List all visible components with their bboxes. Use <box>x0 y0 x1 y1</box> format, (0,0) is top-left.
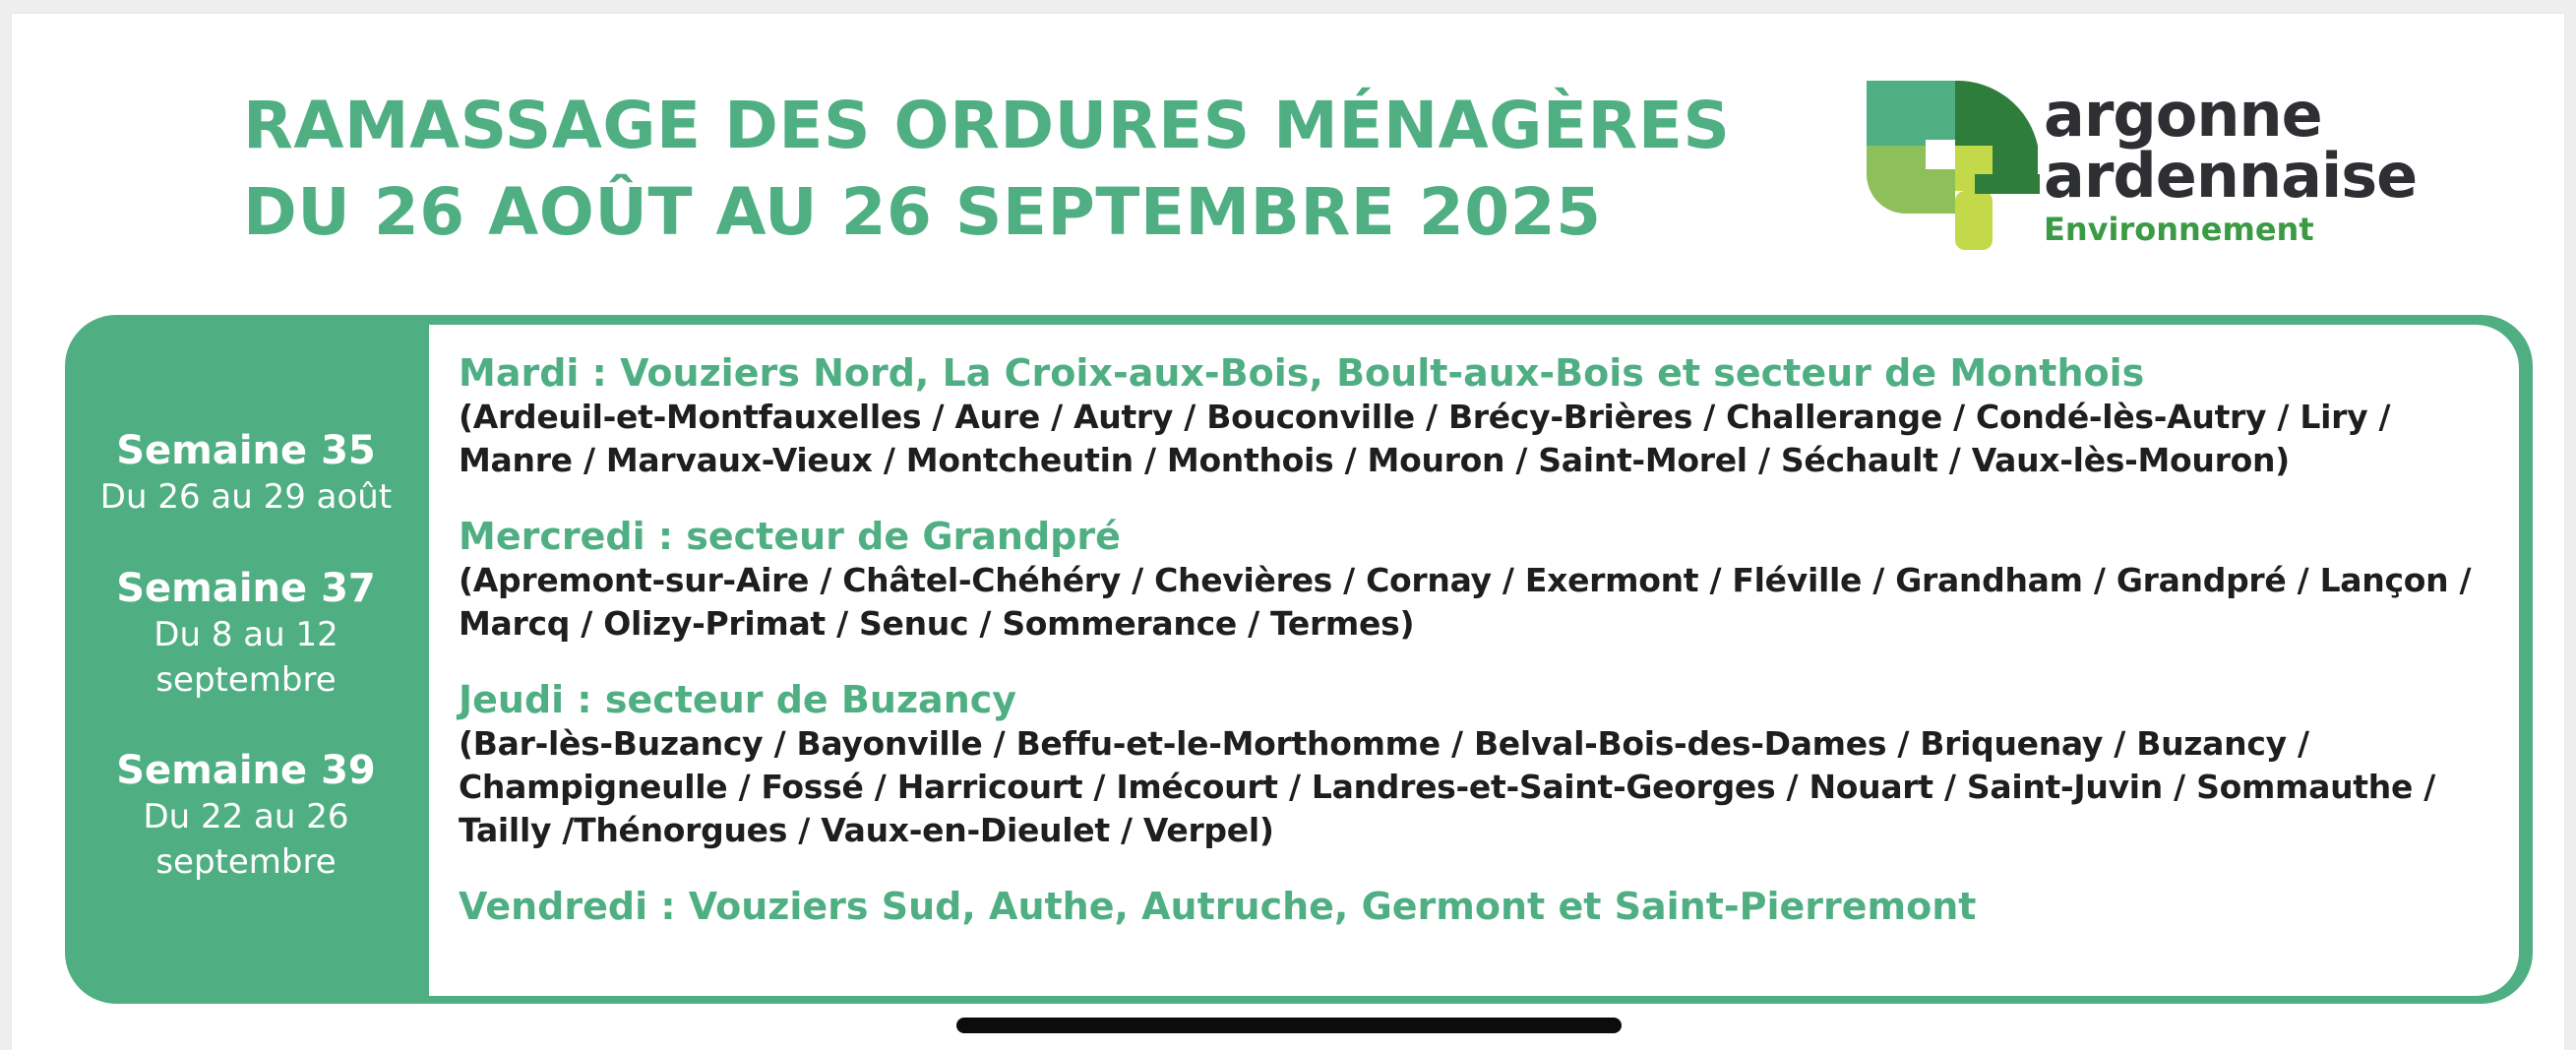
day-title: Jeudi : secteur de Buzancy <box>459 678 1017 721</box>
title-line-1: RAMASSAGE DES ORDURES MÉNAGÈRES <box>243 88 1731 163</box>
week-dates: Du 26 au 29 août <box>99 477 393 517</box>
week-dates: Du 22 au 26 septembre <box>143 797 349 882</box>
week-item <box>65 747 427 885</box>
week-dates: Du 8 au 12 septembre <box>153 615 338 700</box>
logo-mark-icon <box>1867 81 2044 253</box>
day-item <box>459 512 2489 646</box>
logo-line-1: argonne <box>2044 79 2322 151</box>
logo-subtitle: Environnement <box>2044 211 2314 248</box>
argonne-ardennaise-logo <box>1867 79 2418 253</box>
schedule-panel <box>65 315 2533 1004</box>
logo-wordmark <box>2044 79 2418 248</box>
day-title: Mercredi : secteur de Grandpré <box>459 515 1121 558</box>
week-item <box>65 427 427 520</box>
title-line-2: DU 26 AOÛT AU 26 SEPTEMBRE 2025 <box>243 174 1602 250</box>
day-towns: (Apremont-sur-Aire / Châtel-Chéhéry / Chevières / Cornay / Exermont / Fléville / Grandham / Grandpré / Lançon / Marcq / Olizy-Primat / Senuc / Sommerance / Termes) <box>459 561 2472 643</box>
day-title: Vendredi : Vouziers Sud, Authe, Autruche, Germont et Saint-Pierremont <box>459 885 1977 928</box>
week-title: Semaine 39 <box>116 748 376 793</box>
day-item <box>459 348 2489 482</box>
document-page <box>12 14 2564 1050</box>
day-item <box>459 882 2489 931</box>
week-item <box>65 565 427 703</box>
day-towns: (Bar-lès-Buzancy / Bayonville / Beffu-et-le-Morthomme / Belval-Bois-des-Dames / Briquenay / Buzancy / Champigneulle / Fossé / Harricourt / Imécourt / Landres-et-Saint-Georges / Nouart / Saint-Juvin / Sommauthe / Tailly /Thénorgues / Vaux-en-Dieulet / Verpel) <box>459 724 2435 849</box>
week-title: Semaine 35 <box>116 428 376 473</box>
week-title: Semaine 37 <box>116 566 376 611</box>
weeks-column <box>65 315 427 1004</box>
collection-days <box>429 325 2519 996</box>
day-towns: (Ardeuil-et-Montfauxelles / Aure / Autry / Bouconville / Brécy-Brières / Challerange / Condé-lès-Autry / Liry / Manre / Marvaux-Vieux / Montcheutin / Monthois / Mouron / Saint-Morel / Séchault / Vaux-lès-Mouron) <box>459 398 2391 479</box>
day-item <box>459 675 2489 852</box>
logo-line-2: ardennaise <box>2044 140 2418 212</box>
day-title: Mardi : Vouziers Nord, La Croix-aux-Bois, Boult-aux-Bois et secteur de Monthois <box>459 351 2145 395</box>
page-title <box>243 83 1730 256</box>
home-indicator-bar[interactable] <box>956 1018 1622 1033</box>
